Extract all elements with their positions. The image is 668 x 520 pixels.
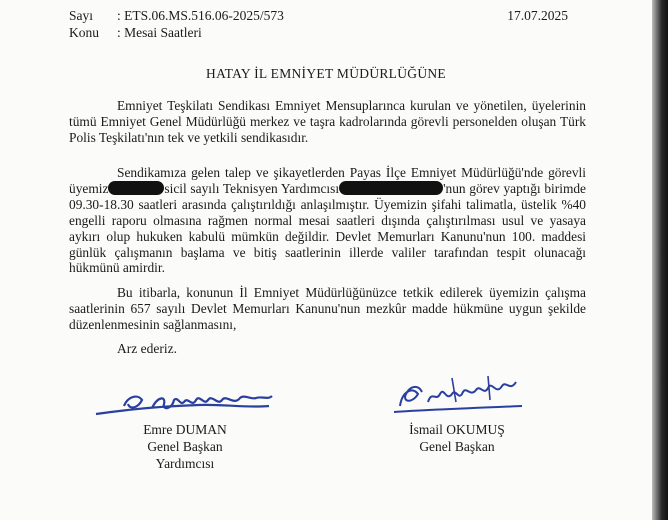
number-value: : ETS.06.MS.516.06-2025/573 [117, 8, 284, 23]
paragraph-intro-text: Emniyet Teşkilatı Sendikası Emniyet Mensuplarınca kurulan ve yönetilen, üyelerinin tümü Emniyet Genel Müdürlüğü merkez ve taşra kadrolarında görevli personelden oluşan Türk Polis Teşkilatı'nın tek ve yetkili sendikasıdır. [69, 98, 586, 145]
page-edge-shadow [652, 0, 668, 520]
signature-duman-image [94, 386, 294, 422]
document-subject [69, 25, 202, 41]
signatory-name: Emre DUMAN [143, 422, 227, 437]
subject-value: : Mesai Saatleri [117, 25, 202, 40]
signature-okumus-image [392, 372, 532, 422]
paragraph-complaint [69, 165, 586, 276]
redacted-registry-number [108, 181, 164, 195]
addressee: HATAY İL EMNİYET MÜDÜRLÜĞÜNE [206, 66, 446, 81]
subject-label: Konu [69, 25, 99, 40]
paragraph-complaint-text-1: Sendikamıza gelen talep ve şikayetlerden Payas İlçe Emniyet Müdürlüğü'nde görevli üyemiz [69, 165, 586, 196]
redacted-member-name [339, 181, 443, 195]
document-number [69, 8, 284, 24]
paragraph-complaint-text-2: sicil sayılı Teknisyen Yardımcısı [164, 180, 340, 196]
signatory-title: Genel Başkan [419, 439, 495, 454]
signature-block-okumus [392, 421, 522, 455]
paragraph-complaint-text-3: 'nun görev yaptığı birimde 09.30-18.30 saatleri arasında çalıştırıldığı anlaşılmıştır. Üyemizin şifahi talimatla, üstelik %40 engelli raporu olmasına rağmen normal mesai saatleri dışında çalıştırılması usul ve yasaya aykırı olup hukuken kabulü mümkün değildir. Devlet Memurları Kanunu'nun 100. maddesi günlük çalışmanın başlama ve bitiş saatlerinin illerde valiler tarafından tespit olunacağı hükmünü amirdir. [69, 180, 586, 276]
document-date: 17.07.2025 [507, 8, 568, 23]
paragraph-intro [69, 98, 586, 146]
signatory-name: İsmail OKUMUŞ [409, 422, 505, 437]
paragraph-request-text: Bu itibarla, konunun İl Emniyet Müdürlüğünüzce tetkik edilerek üyemizin çalışma saatlerinin 657 sayılı Devlet Memurları Kanunu'nun mezkûr madde hükmüne uygun şekilde düzenlenmesinin sağlanmasını, [69, 285, 586, 332]
closing-text: Arz ederiz. [117, 341, 177, 356]
number-label: Sayı [69, 8, 94, 23]
paragraph-request [69, 285, 586, 333]
signature-block-duman [120, 421, 250, 472]
signatory-title: Genel Başkan Yardımcısı [147, 439, 223, 471]
